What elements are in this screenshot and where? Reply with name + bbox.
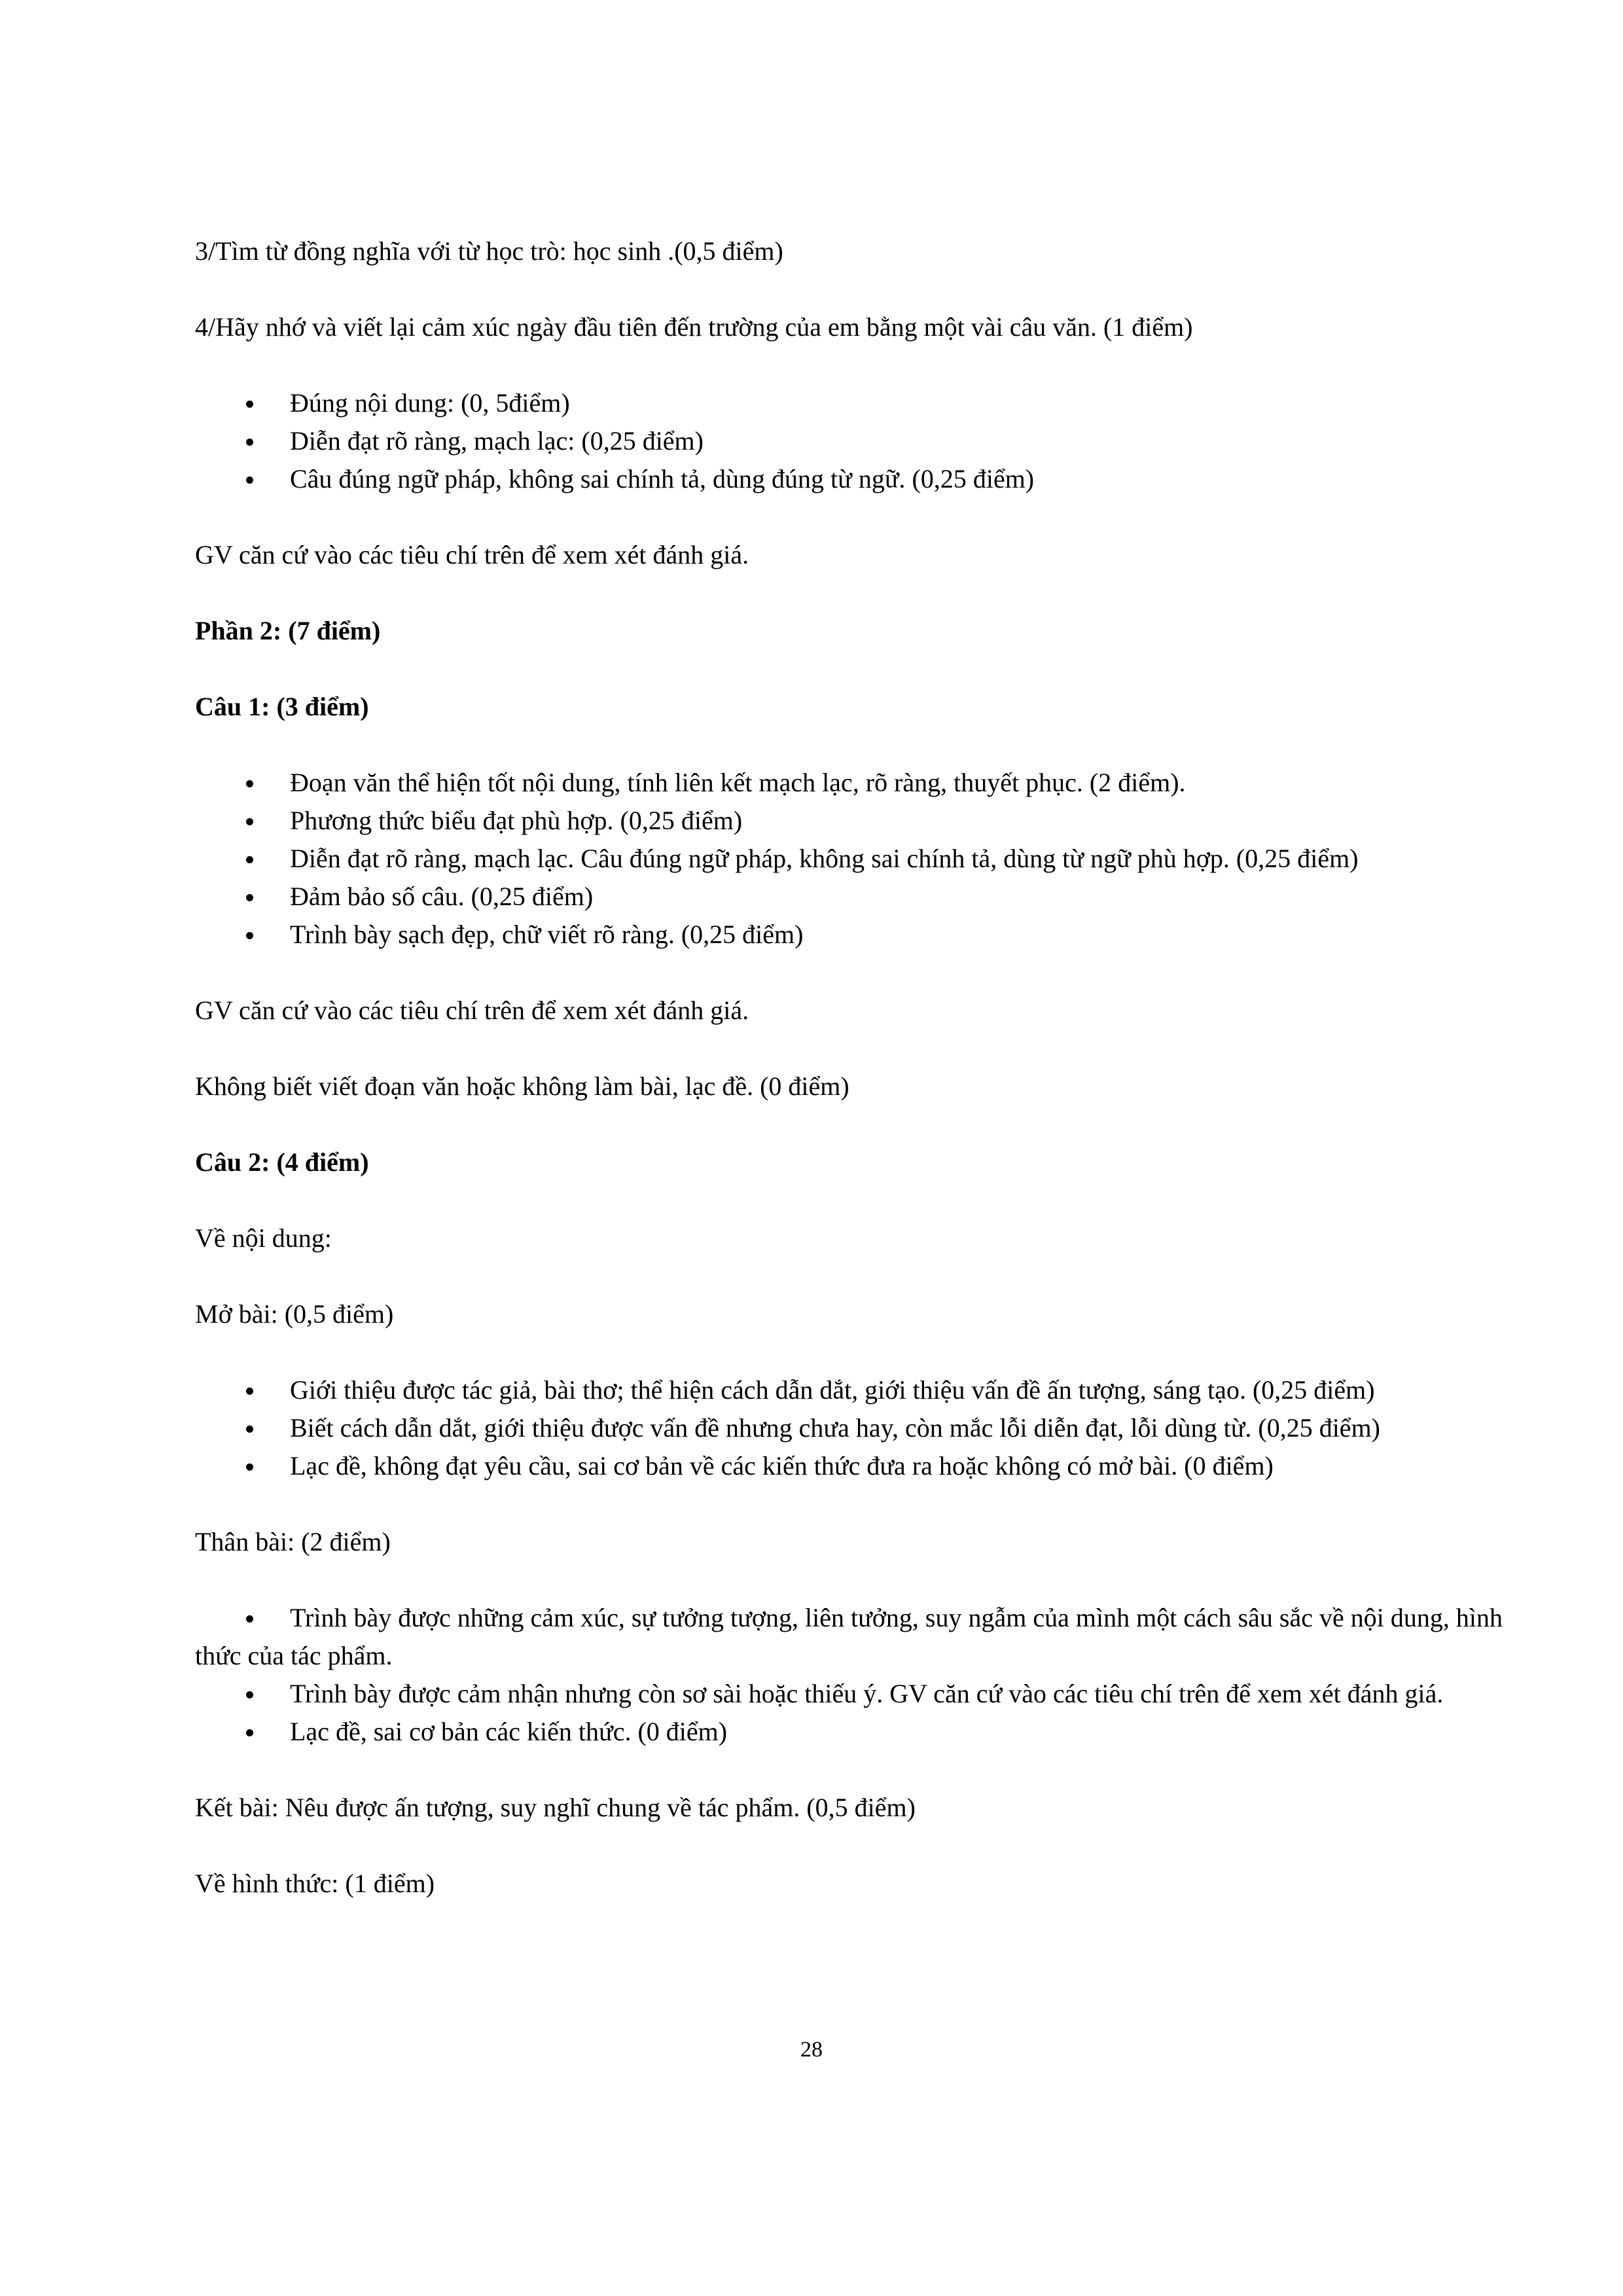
list-item: Lạc đề, không đạt yêu cầu, sai cơ bản về các kiến thức đưa ra hoặc không có mở bài. (0 điểm) <box>195 1447 1537 1485</box>
list-item: Phương thức biểu đạt phù hợp. (0,25 điểm) <box>195 802 1537 840</box>
question-3-text: 3/Tìm từ đồng nghĩa với từ học trò: học sinh .(0,5 điểm) <box>195 236 783 266</box>
list-item: Trình bày được cảm nhận nhưng còn sơ sài hoặc thiếu ý. GV căn cứ vào các tiêu chí trên để xem xét đánh giá. <box>195 1675 1537 1713</box>
list-item: Diễn đạt rõ ràng, mạch lạc: (0,25 điểm) <box>195 422 1537 460</box>
section-heading-part-2: Phần 2: (7 điểm) <box>195 616 381 645</box>
list-item: Diễn đạt rõ ràng, mạch lạc. Câu đúng ngữ pháp, không sai chính tả, dùng từ ngữ phù hợp. (0,25 điểm) <box>195 840 1537 878</box>
heading-cau-1: Câu 1: (3 điểm) <box>195 692 369 721</box>
teacher-note: GV căn cứ vào các tiêu chí trên để xem xét đánh giá. <box>195 996 749 1025</box>
list-item: Trình bày sạch đẹp, chữ viết rõ ràng. (0,25 điểm) <box>195 916 1537 954</box>
bullet-icon <box>246 1388 253 1395</box>
zero-score-note: Không biết viết đoạn văn hoặc không làm bài, lạc đề. (0 điểm) <box>195 1071 849 1101</box>
criteria-list-body <box>195 1599 1537 1751</box>
list-item: Đảm bảo số câu. (0,25 điểm) <box>195 878 1537 916</box>
list-item: Đúng nội dung: (0, 5điểm) <box>195 384 1537 422</box>
bullet-icon <box>246 476 253 484</box>
teacher-note: GV căn cứ vào các tiêu chí trên để xem xét đánh giá. <box>195 540 749 569</box>
list-item: Đoạn văn thể hiện tốt nội dung, tính liên kết mạch lạc, rõ ràng, thuyết phục. (2 điểm). <box>195 764 1537 802</box>
content-heading: Về nội dung: <box>195 1223 332 1253</box>
list-item: Lạc đề, sai cơ bản các kiến thức. (0 điểm) <box>195 1713 1537 1751</box>
bullet-icon <box>246 1463 253 1471</box>
question-4-text: 4/Hãy nhớ và viết lại cảm xúc ngày đầu tiên đến trường của em bằng một vài câu văn. (1 điểm) <box>195 312 1193 342</box>
bullet-icon <box>246 818 253 825</box>
bullet-icon <box>246 894 253 901</box>
list-item: Câu đúng ngữ pháp, không sai chính tả, dùng đúng từ ngữ. (0,25 điểm) <box>195 460 1537 498</box>
criteria-list-intro <box>195 1371 1537 1485</box>
list-item: Biết cách dẫn dắt, giới thiệu được vấn đề nhưng chưa hay, còn mắc lỗi diễn đạt, lỗi dùng từ. (0,25 điểm) <box>195 1409 1537 1447</box>
criteria-list-q4 <box>195 384 1537 498</box>
list-item: Giới thiệu được tác giả, bài thơ; thể hiện cách dẫn dắt, giới thiệu vấn đề ấn tượng, sáng tạo. (0,25 điểm) <box>195 1371 1537 1409</box>
criteria-list-cau-1 <box>195 764 1537 954</box>
bullet-icon <box>246 1691 253 1698</box>
bullet-icon <box>246 401 253 408</box>
bullet-icon <box>246 856 253 863</box>
bullet-icon <box>246 1426 253 1433</box>
page-content <box>195 232 1537 1903</box>
heading-cau-2: Câu 2: (4 điểm) <box>195 1147 369 1177</box>
list-item: Trình bày được những cảm xúc, sự tưởng tượng, liên tưởng, suy ngẫm của mình một cách sâu sắc về nội dung, hình thức của tác phẩm. <box>195 1603 1503 1670</box>
bullet-icon <box>246 1729 253 1736</box>
body-heading: Thân bài: (2 điểm) <box>195 1527 391 1556</box>
bullet-icon <box>246 1615 253 1623</box>
conclusion-text: Kết bài: Nêu được ấn tượng, suy nghĩ chung về tác phẩm. (0,5 điểm) <box>195 1793 916 1822</box>
form-heading: Về hình thức: (1 điểm) <box>195 1869 435 1898</box>
bullet-icon <box>246 932 253 939</box>
bullet-icon <box>246 439 253 446</box>
bullet-icon <box>246 780 253 787</box>
page-number: 28 <box>800 2037 823 2062</box>
intro-heading: Mở bài: (0,5 điểm) <box>195 1299 394 1329</box>
